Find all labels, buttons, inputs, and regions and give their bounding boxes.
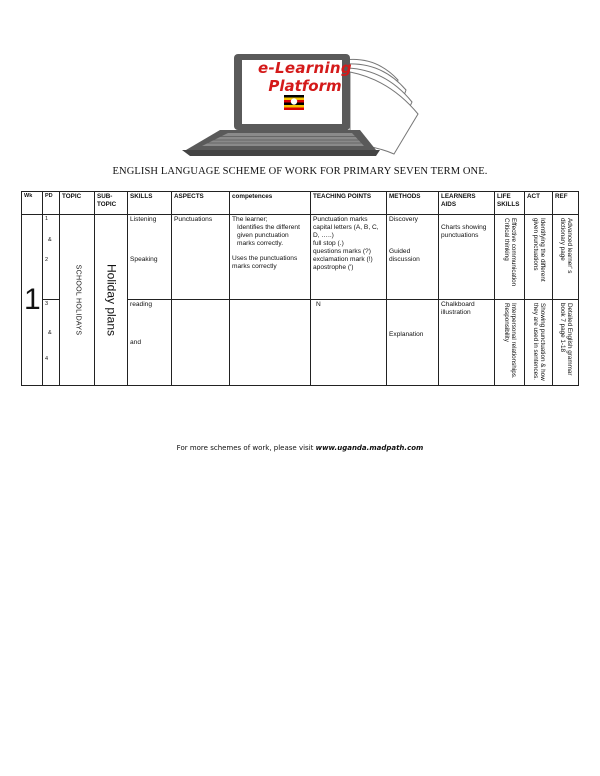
life-skills-value: Interpersonal relationships. Responsibility — [502, 302, 517, 379]
period-value: 4 — [45, 356, 49, 363]
page-title: ENGLISH LANGUAGE SCHEME OF WORK FOR PRIMARY SEVEN TERM ONE. — [112, 166, 488, 177]
teaching-point: capital letters (A, B, C, D, …..) — [313, 224, 379, 240]
ref-value: Detailed English grammar book 7 page 1-18 — [558, 302, 573, 375]
skill-item: reading — [130, 301, 152, 308]
skills-cell — [128, 215, 172, 300]
ref-cell — [553, 300, 579, 386]
learners-aid: Charts showing punctuations — [441, 224, 487, 240]
footer — [0, 444, 600, 452]
aspects-cell — [172, 300, 230, 386]
header-teaching-points: TEACHING POINTS — [311, 192, 387, 215]
act-value: Identifying the different given punctuations — [531, 218, 546, 282]
table-row — [22, 215, 579, 300]
header-methods: METHODS — [387, 192, 439, 215]
topic-cell — [60, 215, 95, 386]
methods-cell — [387, 300, 439, 386]
ref-value: Advanced learner' s dictionary page — [558, 218, 573, 274]
topic-value: SCHOOL HOLIDAYS — [74, 264, 82, 336]
teaching-points-cell — [311, 300, 387, 386]
period-value: 1 — [45, 216, 49, 222]
learners-aids-cell — [439, 215, 495, 300]
competence-item: Identifies the different given punctuation marks correctly. — [237, 224, 300, 248]
methods-cell — [387, 215, 439, 300]
competence-item: Uses the punctuations marks correctly — [232, 255, 298, 271]
elearning-logo — [176, 50, 426, 162]
uganda-flag-icon — [284, 95, 304, 110]
method-item: Discovery — [389, 216, 418, 223]
period-cell — [43, 215, 60, 300]
header-pd: PD — [43, 192, 60, 215]
period-cell — [43, 300, 60, 386]
subtopic-cell — [95, 215, 128, 386]
header-subtopic: SUB- TOPIC — [95, 192, 128, 215]
logo-line1: e-Learning — [258, 59, 352, 77]
header-topic: TOPIC — [60, 192, 95, 215]
header-act: ACT — [525, 192, 553, 215]
skills-cell — [128, 300, 172, 386]
footer-text: For more schemes of work, please visit — [176, 444, 316, 452]
header-life-skills: LIFE SKILLS — [495, 192, 525, 215]
period-value: 2 — [45, 257, 49, 264]
header-skills: SKILLS — [128, 192, 172, 215]
header-aspects: ASPECTS — [172, 192, 230, 215]
life-skills-cell — [495, 300, 525, 386]
period-value: & — [48, 236, 52, 243]
teaching-point: N — [316, 301, 321, 308]
header-row — [22, 192, 579, 215]
header-wk: Wk — [22, 192, 43, 215]
ref-cell — [553, 215, 579, 300]
teaching-point: exclamation mark (!) — [313, 256, 373, 264]
learners-aids-cell — [439, 300, 495, 386]
logo-text — [250, 61, 360, 94]
teaching-point: Punctuation marks — [313, 216, 368, 223]
teaching-point: apostrophe (') — [313, 264, 354, 272]
footer-link[interactable]: www.uganda.madpath.com — [315, 444, 424, 452]
teaching-point: full stop (.) — [313, 240, 344, 248]
skill-item: and — [130, 339, 142, 347]
header-ref: REF — [553, 192, 579, 215]
aspects-cell: Punctuations — [172, 215, 230, 300]
method-item: Guided discussion — [389, 248, 420, 264]
subtopic-value: Holiday plans — [104, 263, 119, 337]
teaching-point: questions marks (?) — [313, 248, 371, 256]
act-value: Showing punctuation & how they are used in sentences. — [531, 302, 546, 381]
competences-cell — [230, 215, 311, 300]
skill-item: Listening — [130, 216, 157, 223]
header-learners-aids: LEARNERS AIDS — [439, 192, 495, 215]
competence-item: The learner; — [232, 216, 268, 223]
method-item: Explanation — [389, 331, 424, 338]
scheme-of-work-table — [21, 191, 579, 386]
period-value: & — [48, 329, 52, 336]
life-skills-value: Effective communication Critical thinking — [502, 218, 517, 287]
header-competences: competences — [230, 192, 311, 215]
period-value: 3 — [45, 301, 49, 307]
skill-item: Speaking — [130, 256, 158, 264]
logo-line2: Platform — [268, 77, 342, 95]
life-skills-cell — [495, 215, 525, 300]
teaching-points-cell — [311, 215, 387, 300]
learners-aid: Chalkboard illustration — [441, 301, 475, 317]
act-cell — [525, 215, 553, 300]
week-number: 1 — [22, 215, 43, 386]
act-cell — [525, 300, 553, 386]
competences-cell — [230, 300, 311, 386]
